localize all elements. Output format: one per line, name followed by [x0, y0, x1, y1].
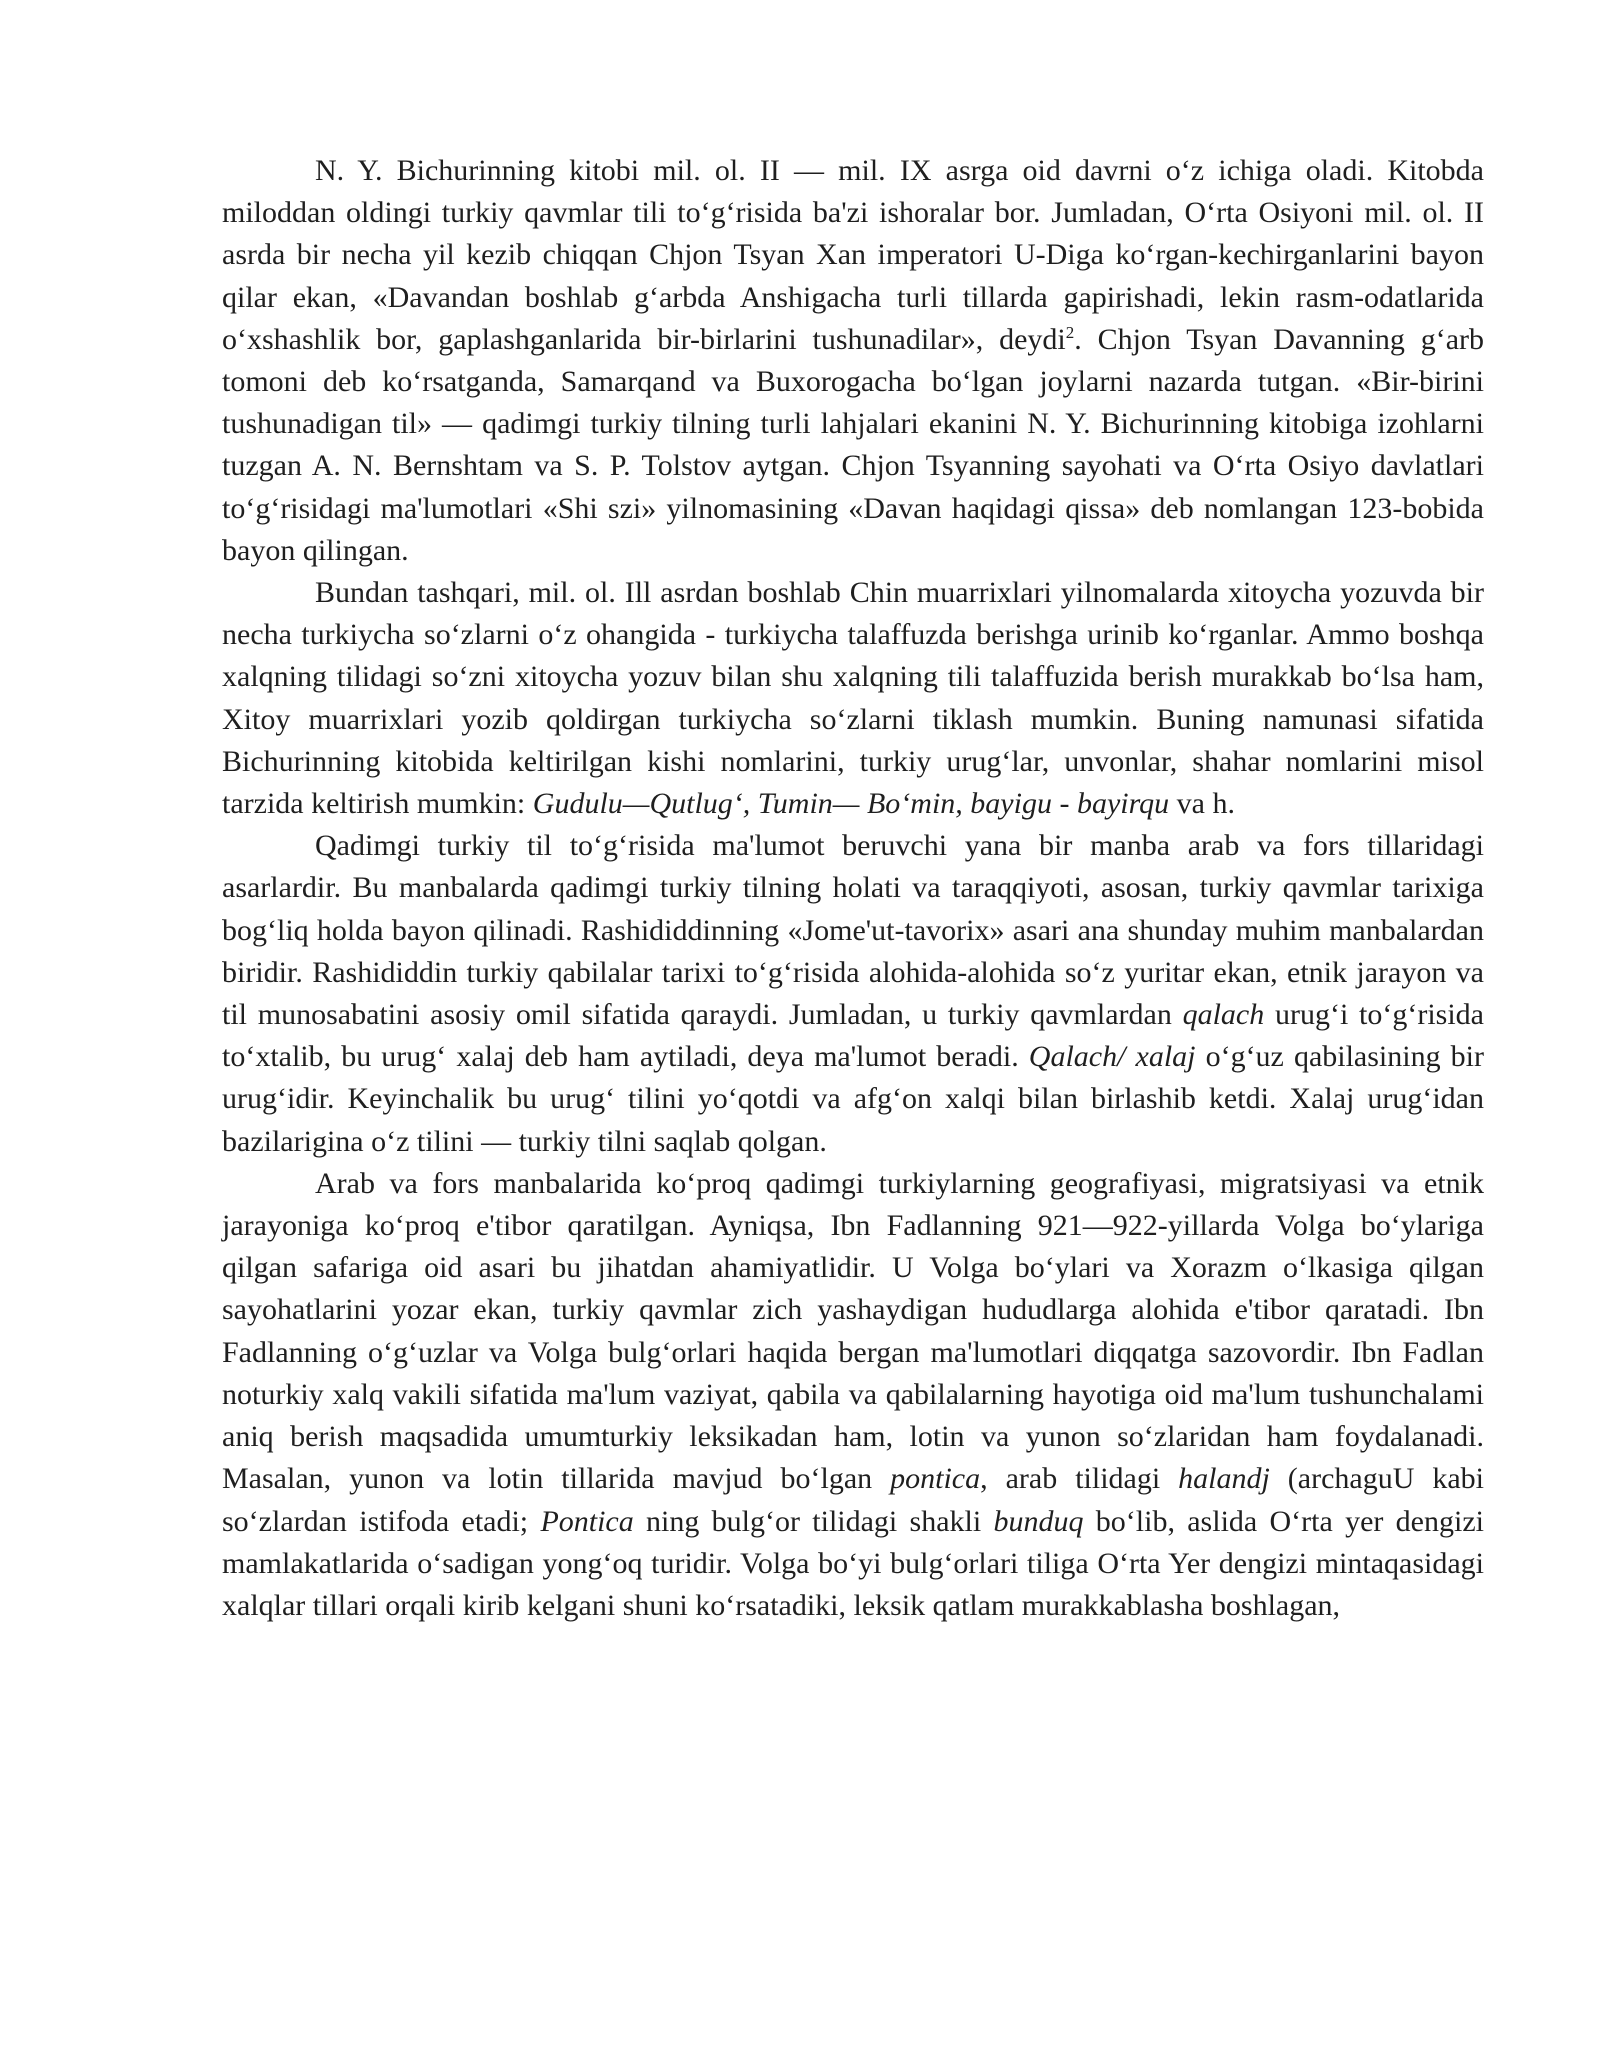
italic-term: Gudulu—Qutlugʻ, Tumin— Boʻmin, bayigu - bayirqu	[532, 787, 1170, 821]
text-run: ning bulgʻor tilidagi shakli	[633, 1504, 994, 1538]
italic-term: halandj	[1178, 1462, 1270, 1496]
italic-term: pontica	[890, 1462, 981, 1496]
text-run: urugʻi toʻgʻrisida toʻxtalib, bu urugʻ xalaj deb ham aytiladi, deya ma'lumot beradi.	[222, 998, 1484, 1074]
text-run: . Chjon Tsyan Davanning gʻarb tomoni deb koʻrsatganda, Samarqand va Buxorogacha boʻlgan joylarni nazarda tutgan. «Bir-birini tushunadigan til» — qadimgi turkiy tilning turli lahjalari ekanini N. Y. Bichurinning kitobiga izohlarni tuzgan A. N. Bernshtam va S. P. Tolstov aytgan. Chjon Tsyanning sayohati va Oʻrta Osiyo davlatlari toʻgʻrisidagi ma'lumotlari «Shi szi» yilnomasining «Davan haqidagi qissa» deb nomlangan 123-bobida bayon qilingan.	[222, 322, 1484, 567]
italic-term: Qalach/ xalaj	[1028, 1040, 1196, 1074]
paragraph-3	[222, 825, 1484, 1163]
paragraph-2	[222, 572, 1484, 825]
text-run: Arab va fors manbalarida koʻproq qadimgi turkiylarning geografiyasi, migratsiyasi va etnik jarayoniga koʻproq e'tibor qaratilgan. Ayniqsa, Ibn Fadlanning 921—922-yillarda Volga boʻylariga qilgan safariga oid asari bu jihatdan ahamiyatlidir. U Volga boʻylari va Xorazm oʻlkasiga qilgan sayohatlarini yozar ekan, turkiy qavmlar zich yashaydigan hududlarga alohida e'tibor qaratadi. Ibn Fadlanning oʻgʻuzlar va Volga bulgʻorlari haqida bergan ma'lumotlari diqqatga sazovordir. Ibn Fadlan noturkiy xalq vakili sifatida ma'lum vaziyat, qabila va qabilalarning hayotiga oid ma'lum tushunchalami aniq berish maqsadida umumturkiy leksikadan ham, lotin va yunon soʻzlaridan ham foydalanadi. Masalan, yunon va lotin tillarida mavjud boʻlgan	[222, 1166, 1484, 1496]
text-run: boʻlib, aslida Oʻrta yer dengizi mamlakatlarida oʻsadigan yongʻoq turidir. Volga boʻyi bulgʻorlari tiliga Oʻrta Yer dengizi mintaqasidagi xalqlar tillari orqali kirib kelgani shuni koʻrsatadiki, leksik qatlam murakkablasha boshlagan,	[222, 1504, 1484, 1622]
footnote-ref-2[interactable]: 2	[1065, 322, 1075, 342]
text-run: (archaguU kabi soʻzlardan istifoda etadi;	[222, 1462, 1484, 1538]
text-run: , arab tilidagi	[980, 1462, 1179, 1496]
italic-term: qalach	[1182, 998, 1265, 1032]
paragraph-4	[222, 1163, 1484, 1627]
text-run: Qadimgi turkiy til toʻgʻrisida ma'lumot beruvchi yana bir manba arab va fors tillaridagi asarlardir. Bu manbalarda qadimgi turkiy tilning holati va taraqqiyoti, asosan, turkiy qavmlar tarixiga bogʻliq holda bayon qilinadi. Rashididdinning «Jome'ut-tavorix» asari ana shunday muhim manbalardan biridir. Rashididdin turkiy qabilalar tarixi toʻgʻrisida alohida-alohida soʻz yuritar ekan, etnik jarayon va til munosabatini asosiy omil sifatida qaraydi. Jumladan, u turkiy qavmlardan	[222, 829, 1484, 1032]
paragraph-1	[222, 150, 1484, 572]
text-run: va h.	[1169, 787, 1235, 821]
italic-term: bunduq	[993, 1504, 1084, 1538]
text-run: N. Y. Bichurinning kitobi mil. ol. II — mil. IX asrga oid davrni oʻz ichiga oladi. Kitobda miloddan oldingi turkiy qavmlar tili toʻgʻrisida ba'zi ishoralar bor. Jumladan, Oʻrta Osiyoni mil. ol. II asrda bir necha yil kezib chiqqan Chjon Tsyan Xan imperatori U-Diga koʻrgan-kechirganlarini bayon qilar ekan, «Davandan boshlab gʻarbda Anshigacha turli tillarda gapirishadi, lekin rasm-odatlarida oʻxshashlik bor, gaplashganlarida bir-birlarini tushunadilar», deydi	[222, 154, 1484, 356]
text-run: Bundan tashqari, mil. ol. Ill asrdan boshlab Chin muarrixlari yilnomalarda xitoycha yozuvda bir necha turkiycha soʻzlarni oʻz ohangida - turkiycha talaffuzda berishga urinib koʻrganlar. Ammo boshqa xalqning tilidagi soʻzni xitoycha yozuv bilan shu xalqning tili talaffuzida berish murakkab boʻlsa ham, Xitoy muarrixlari yozib qoldirgan turkiycha soʻzlarni tiklash mumkin. Buning namunasi sifatida Bichurinning kitobida keltirilgan kishi nomlarini, turkiy urugʻlar, unvonlar, shahar nomlarini misol tarzida keltirish mumkin:	[222, 576, 1484, 821]
italic-term: Pontica	[540, 1504, 634, 1538]
document-page	[222, 150, 1484, 1627]
text-run: oʻgʻuz qabilasining bir urugʻidir. Keyinchalik bu urugʻ tilini yoʻqotdi va afgʻon xalqi bilan birlashib ketdi. Xalaj urugʻidan bazilarigina oʻz tilini — turkiy tilni saqlab qolgan.	[222, 1040, 1484, 1158]
